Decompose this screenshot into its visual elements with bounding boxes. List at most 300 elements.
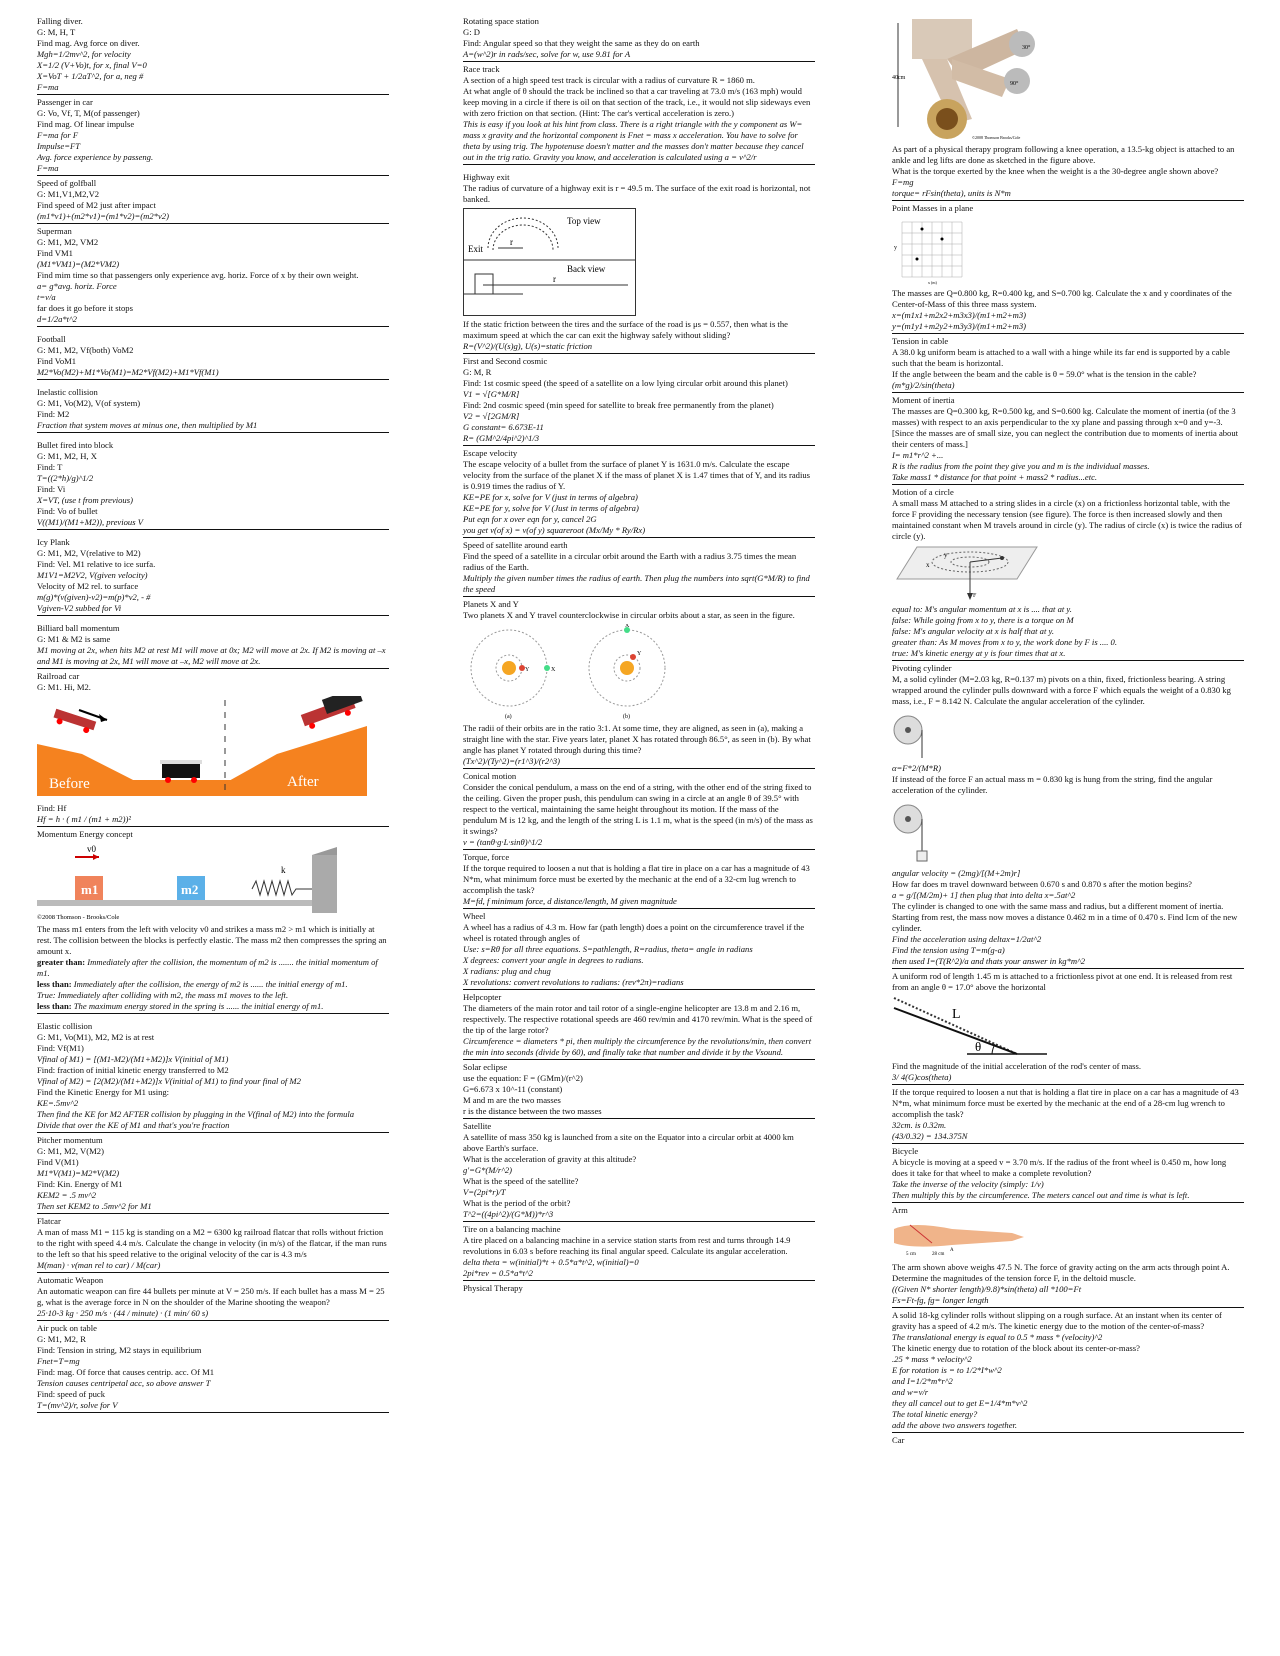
note-line: Find mag. Avg force on diver. (37, 38, 140, 48)
note-line: Then set KEM2 to .5mv^2 for M1 (37, 1201, 152, 1211)
arm-figure (892, 1219, 1032, 1259)
note-line: If the static friction between the tires and the surface of the road is μs = 0.557, then what is the maximum speed at which the car can exit the highway safely without sliding? (463, 319, 788, 340)
m2-label: m2 (181, 882, 199, 897)
note-line: G: M1, M2, Vf(both) VoM2 (37, 345, 134, 355)
note-line: Multiply the given number times the radius of earth. Then plug the numbers into sqrt(G*M/R) to find the speed (463, 573, 810, 594)
note-line: Then find the KE for M2 AFTER collision by plugging in the V(final of M2) into the formula (37, 1109, 355, 1119)
pivot-cylinder-figure (892, 710, 932, 760)
note-line: Speed of satellite around earth (463, 540, 568, 550)
note-line: Find speed of M2 just after impact (37, 200, 156, 210)
note-line: Find: mag. Of force that causes centrip. acc. Of M1 (37, 1367, 215, 1377)
planets-orbit-figure (463, 624, 703, 720)
note-section (892, 1086, 1244, 1144)
note-line: use the equation: F = (GMm)/(r^2) (463, 1073, 583, 1083)
note-line: This is easy if you look at his hint from class. There is a right triangle with the y component as W= mass x gravity and the horizontal component is Fnet = mass x acceleration. You have to solve for theta by using trig. The hypotenuse doesn't matter and the masses don't matter because they cancel out in the trig ratio. Gravity you know, and acceleration is calculated using a = v^2/r (463, 119, 804, 162)
note-line: 25·10-3 kg · 250 m/s · (44 / minute) · (1 min/ 60 s) (37, 1308, 209, 1318)
note-line: Fnet=T=mg (37, 1356, 80, 1366)
note-line: Tension causes centripetal acc, so above answer T (37, 1378, 211, 1388)
note-line: Torque, force (463, 852, 510, 862)
note-line: delta theta = w(initial)*t + 0.5*a*t^2, w(initial)=0 (463, 1257, 639, 1267)
arm-dim-b: 28 cm (932, 1252, 945, 1257)
note-line: angular velocity = (2mg)/[(M+2m)r] (892, 868, 1021, 878)
note-line: Find VM1 (37, 248, 73, 258)
note-line: Planets X and Y (463, 599, 519, 609)
note-line: G: M1, M2, H, X (37, 451, 97, 461)
note-line: F=mg (892, 177, 914, 187)
note-line: greater than: Immediately after the collision, the momentum of m2 is ....... the initial momentum of m1. (37, 957, 378, 978)
note-line: A man of mass M1 = 115 kg is standing on a M2 = 6300 kg railroad flatcar that rolls without friction to the right with speed 4.4 m/s. Calculate the change in velocity (in m/s) of the flatcar, if the man runs to the left so that his speed relative to the original velocity of the car is 4.3 m/s (37, 1227, 387, 1259)
note-section (37, 439, 389, 530)
k-label: k (281, 865, 286, 875)
exit-label: Exit (468, 244, 483, 254)
note-line: Find V(M1) (37, 1157, 79, 1167)
note-line: Find: T (37, 462, 63, 472)
figure-copyright: ©2008 Thomson Brooks/Cole (972, 135, 1021, 140)
note-line: M, a solid cylinder (M=2.03 kg, R=0.137 m) pivots on a thin, fixed, frictionless bearing. A string wrapped around the cylinder pulls downward with a force F which equals the weight of a 0.830 kg mass, i.e., F = 8.142 N. Calculate the angular acceleration of the cylinder. (892, 674, 1231, 706)
column-left (37, 15, 389, 1414)
note-line: Find: Angular speed so that they weight the same as they do on earth (463, 38, 700, 48)
note-line: false: M's angular velocity at x is half that at y. (892, 626, 1054, 636)
note-line: V1 = √[G*M/R] (463, 389, 520, 399)
note-line: m(g)*(v(given)-v2)=m(p)*v2, - # (37, 592, 151, 602)
note-line: Find the Kinetic Energy for M1 using: (37, 1087, 170, 1097)
note-line: false: While going from x to y, there is a torque on M (892, 615, 1074, 625)
note-line: G: M, H, T (37, 27, 76, 37)
note-line: M and m are the two masses (463, 1095, 561, 1105)
note-line: F=ma (37, 82, 59, 92)
note-line: V2 = √[2GM/R] (463, 411, 520, 421)
note-line: A=(w^2)r in rads/sec, solve for w, use 9.81 for A (463, 49, 631, 59)
note-line: Hf = h · ( m1 / (m1 + m2))² (37, 814, 131, 824)
planet-x-label-a: X (551, 667, 556, 673)
note-section (892, 1204, 1244, 1308)
note-line: 3/ 4(G)cos(theta) (892, 1072, 952, 1082)
m1-label: m1 (81, 882, 99, 897)
note-line: X=1/2 (V+Vo)t, for x, final V=0 (37, 60, 147, 70)
note-section (37, 536, 389, 616)
note-line: The radii of their orbits are in the ratio 3:1. At some time, they are aligned, as seen in (a), making a straight line with the star. Five years later, planet X has rotated through 86.5°, as seen in (b). By what angle has planet Y rotated through during this time? (463, 723, 811, 755)
note-line: Falling diver. (37, 16, 83, 26)
note-line: The diameters of the main rotor and tail rotor of a single-engine helicopter are 13.8 m and 2.16 m, respectively. The respective rotational speeds are 460 rev/min and 4170 rev/min. What is the speed of the tip of the large rotor? (463, 1003, 813, 1035)
note-section (37, 15, 389, 95)
note-line: The escape velocity of a bullet from the surface of planet Y is 1631.0 m/s. Calculate the escape velocity from the surface of the planet X if the mass of planet X is 1.47 times that of Y, and its radius is 0.919 times the radius of Y. (463, 459, 811, 491)
note-line: Vgiven-V2 subbed for Vi (37, 603, 122, 613)
note-line: Tension in cable (892, 336, 949, 346)
angle-90-label: 90° (1010, 81, 1019, 87)
railroad-car-figure (37, 696, 367, 800)
note-line: (m*g)/2/sin(theta) (892, 380, 955, 390)
note-line: Find: Vel. M1 relative to ice surfa. (37, 559, 156, 569)
note-line: Billiard ball momentum (37, 623, 120, 633)
note-line: Vfinal of M2) = [2(M2)/(M1+M2)]x V(initial of M1) to find your final of M2 (37, 1076, 301, 1086)
note-line: 32cm. is 0.32m. (892, 1120, 947, 1130)
note-line: Superman (37, 226, 72, 236)
note-line: T=((2*h)/g)^1/2 (37, 473, 94, 483)
note-line: A wheel has a radius of 4.3 m. How far (path length) does a point on the circumference travel if the wheel is rotated through angles of (463, 922, 805, 943)
note-line: y=(m1y1+m2y2+m3y3)/(m1+m2+m3) (892, 321, 1026, 331)
planet-x-label-b: X (625, 624, 630, 629)
note-line: G: M1 & M2 is same (37, 634, 111, 644)
note-line: The masses are Q=0.800 kg, R=0.400 kg, and S=0.700 kg. Calculate the x and y coordinates of the Center-of-Mass of this three mass system. (892, 288, 1232, 309)
note-line: If the torque required to loosen a nut that is holding a flat tire in place on a car has a magnitude of 43 N*m, what minimum force must be exerted by the mechanic at the end of a 28-cm lug wrench to accomplish the task? (892, 1087, 1239, 1119)
knee-leg-lift-figure (892, 19, 1042, 141)
note-line: If instead of the force F an actual mass m = 0.830 kg is hung from the string, find the angular acceleration of the cylinder. (892, 774, 1213, 795)
note-line: Find: fraction of initial kinetic energy transferred to M2 (37, 1065, 229, 1075)
note-line: Point Masses in a plane (892, 203, 974, 213)
rod-pivot-figure (892, 996, 1052, 1058)
note-line: Find: Kin. Energy of M1 (37, 1179, 123, 1189)
note-line: Find: Vf(M1) (37, 1043, 84, 1053)
note-line: M1 moving at 2x, when hits M2 at rest M1 will move at 0x; M2 will move at 2x. If M2 is moving at –x and M1 is moving at 2x, M1 will move at –x, M2 will move at 2x. (37, 645, 386, 666)
note-line: Find: speed of puck (37, 1389, 106, 1399)
note-line: Find: M2 (37, 409, 70, 419)
note-line: If the torque required to loosen a nut that is holding a flat tire in place on a car has a magnitude of 43 N*m, what minimum force must be exerted by the mechanic at the end of a 32-cm lug wrench to accomplish the task? (463, 863, 810, 895)
note-section (37, 1134, 389, 1214)
note-line: As part of a physical therapy program following a knee operation, a 13.5-kg object is attached to an ankle and leg lifts are done as sketched in the figure above. (892, 144, 1235, 165)
note-line: far does it go before it stops (37, 303, 133, 313)
note-line: you get v(of x) = v(of y) squareroot (Mx/My * Ry/Rx) (463, 525, 646, 535)
note-line: Find the tension using T=m(g-a) (892, 945, 1005, 955)
r-label-top: r (510, 237, 513, 247)
note-section (892, 1309, 1244, 1433)
note-line: Mgh=1/2mv^2, for velocity (37, 49, 131, 59)
note-line: M=fd, f minimum force, d distance/length, M given magnitude (463, 896, 677, 906)
note-line: T=(mv^2)/r, solve for V (37, 1400, 118, 1410)
note-line: X degrees: convert your angle in degrees to radians. (463, 955, 644, 965)
v0-label: v0 (87, 844, 96, 854)
note-line: Fraction that system moves at minus one, then multiplied by M1 (37, 420, 258, 430)
note-line: Find: Tension in string, M2 stays in equilibrium (37, 1345, 202, 1355)
note-line: What is the torque exerted by the knee when the weight is a the 30-degree angle shown above? (892, 166, 1219, 176)
note-line: Vfinal of M1) = [(M1-M2)/(M1+M2)]x V(initial of M1) (37, 1054, 229, 1064)
note-line: X=VoT + 1/2aT^2, for a, neg # (37, 71, 144, 81)
note-line: Football (37, 334, 66, 344)
circle-x-label: x (926, 561, 930, 569)
horizontal-table-figure (892, 545, 1042, 601)
note-section (37, 670, 389, 827)
highway-exit-figure (463, 208, 638, 316)
note-line: V=(2pi*r)/T (463, 1187, 506, 1197)
note-line: Use: s=Rθ for all three equations. S=pathlength, R=radius, theta= angle in radians (463, 944, 753, 954)
note-line: The kinetic energy due to rotation of the block about its center-or-mass? (892, 1343, 1140, 1353)
note-section (463, 63, 815, 165)
note-section (463, 1061, 815, 1119)
arm-dim-a: 5 cm (906, 1252, 916, 1257)
note-line: G: M, R (463, 367, 492, 377)
note-line: Wheel (463, 911, 486, 921)
note-section (892, 202, 1244, 334)
note-line: Find mim time so that passengers only experience avg. horiz. Force of x by their own weight. (37, 270, 359, 280)
note-line: Impulse=FT (37, 141, 81, 151)
note-section (892, 662, 1244, 969)
note-line: The masses are Q=0.300 kg, R=0.500 kg, and S=0.600 kg. Calculate the moment of inertia (of the 3 masses) with respect to an axis perpendicular to the xy plane and passing through x=0 and y=-3. [Since the masses are of small size, you can neglect the contribution due to moments of inertia about their centers of mass.] (892, 406, 1239, 449)
note-line: G: M1, M2, V(relative to M2) (37, 548, 141, 558)
note-line: Find: 1st cosmic speed (the speed of a satellite on a low lying circular orbit around this planet) (463, 378, 788, 388)
note-line: R= (GM^2/4pi^2)^1/3 (463, 433, 540, 443)
note-section (37, 1020, 389, 1133)
note-line: Find the speed of a satellite in a circular orbit around the Earth with a radius 3.75 times the mean radius of the Earth. (463, 551, 797, 572)
note-line: Bullet fired into block (37, 440, 114, 450)
note-line: G=6.673 x 10^-11 (constant) (463, 1084, 563, 1094)
x-axis-label: x (m) (928, 280, 937, 285)
note-line: d=1/2a*t^2 (37, 314, 77, 324)
note-section (37, 1322, 389, 1413)
note-section (463, 770, 815, 850)
note-line: M1*V(M1)=M2*V(M2) (37, 1168, 120, 1178)
note-line: greater than: As M moves from x to y, the work done by F is .... 0. (892, 637, 1117, 647)
note-line: Passenger in car (37, 97, 93, 107)
note-line: Conical motion (463, 771, 517, 781)
note-line: they all cancel out to get E=1/4*m*v^2 (892, 1398, 1028, 1408)
note-line: The cylinder is changed to one with the same mass and radius, but a different moment of inertia. Starting from rest, the mass now moves a distance 0.462 m in a time of 0.470 s. Find Icm of the new cylinder. (892, 901, 1238, 933)
note-line: G: M1. Hi, M2. (37, 682, 91, 692)
note-section (37, 1215, 389, 1273)
note-line: Pitcher momentum (37, 1135, 103, 1145)
caption-b: (b) (623, 714, 630, 720)
caption-a: (a) (505, 714, 512, 720)
note-line: Fs=Ft-fg, fg= longer length (892, 1295, 989, 1305)
note-line: G: Vo, Vf, T, M(of passenger) (37, 108, 140, 118)
note-line: (m1*v1)+(m2*v1)=(m1*v2)=(m2*v2) (37, 211, 169, 221)
note-line: KEM2 = .5 mv^2 (37, 1190, 97, 1200)
note-line: Physical Therapy (463, 1283, 523, 1293)
note-line: G: D (463, 27, 480, 37)
note-section (37, 225, 389, 327)
note-section (37, 828, 389, 1014)
note-line: X revolutions: convert revolutions to radians: (rev*2π)=radians (463, 977, 684, 987)
note-line: Find: Hf (37, 803, 67, 813)
fig-before-label: Before (49, 776, 90, 792)
note-section (463, 1223, 815, 1281)
planet-y-label-a: Y (525, 667, 530, 673)
note-section (463, 355, 815, 446)
note-line: R is the radius from the point they give you and m is the individual masses. (892, 461, 1150, 471)
note-line: Momentum Energy concept (37, 829, 133, 839)
note-line: KE=PE for x, solve for V (just in terms of algebra) (463, 492, 638, 502)
note-line: Pivoting cylinder (892, 663, 952, 673)
note-line: A 38.0 kg uniform beam is attached to a wall with a hinge while its far end is supported by a cable such that the beam is horizontal. (892, 347, 1230, 368)
note-line: r is the distance between the two masses (463, 1106, 602, 1116)
note-section (463, 171, 815, 354)
note-line: The total kinetic energy? (892, 1409, 978, 1419)
note-line: F=ma (37, 163, 59, 173)
note-line: Railroad car (37, 671, 80, 681)
note-line: t=v/a (37, 292, 56, 302)
note-line: Two planets X and Y travel counterclockwise in circular orbits about a star, as seen in the figure. (463, 610, 795, 620)
column-middle (463, 15, 815, 1296)
note-line: How far does m travel downward between 0.670 s and 0.870 s after the motion begins? (892, 879, 1192, 889)
note-line: Highway exit (463, 172, 510, 182)
note-line: M1V1=M2V2, V(given velocity) (37, 570, 148, 580)
note-section (37, 1274, 389, 1321)
note-line: G constant= 6.673E-11 (463, 422, 544, 432)
note-line: G: M1, M2, V(M2) (37, 1146, 104, 1156)
note-line: I= m1*r^2 +... (892, 450, 944, 460)
note-line: Find the magnitude of the initial acceleration of the rod's center of mass. (892, 1061, 1142, 1071)
note-section (463, 991, 815, 1060)
note-line: A section of a high speed test track is circular with a radius of curvature R = 1860 m. (463, 75, 755, 85)
note-line: Find: Vi (37, 484, 66, 494)
note-line: If the angle between the beam and the cable is θ = 59.0° what is the tension in the cable? (892, 369, 1197, 379)
note-section (37, 177, 389, 224)
note-line: true: M's kinetic energy at y is four times that at x. (892, 648, 1066, 658)
momentum-spring-figure (37, 843, 377, 921)
note-line: Find mag. Of linear impulse (37, 119, 135, 129)
note-line: Circumference = diameters * pi, then multiply the circumference by the revolutions/min, then convert the min into seconds (divide by 60), and finally take that number and divide it by the Vsound. (463, 1036, 812, 1057)
note-line: First and Second cosmic (463, 356, 548, 366)
note-section (892, 486, 1244, 661)
note-line: G: M1, Vo(M1), M2, M2 is at rest (37, 1032, 155, 1042)
note-line: Flatcar (37, 1216, 61, 1226)
note-line: X=VT, (use t from previous) (37, 495, 133, 505)
note-line: Icy Plank (37, 537, 70, 547)
note-line: less than: Immediately after the collision, the energy of m2 is ...... the initial energy of m1. (37, 979, 348, 989)
note-line: Tire on a balancing machine (463, 1224, 561, 1234)
planet-y-label-b: Y (637, 651, 642, 657)
note-line: Satellite (463, 1121, 492, 1131)
angle-30-label: 30° (1022, 45, 1031, 51)
rod-length-label: L (952, 1007, 961, 1022)
figure-copyright: ©2008 Thomson - Brooks/Cole (37, 914, 120, 921)
note-line: Bicycle (892, 1146, 919, 1156)
note-line: a= g*avg. horiz. Force (37, 281, 117, 291)
note-line: A satellite of mass 350 kg is launched from a site on the Equator into a circular orbit at 4000 km above Earth's surface. (463, 1132, 794, 1153)
note-line: A small mass M attached to a string slides in a circle (x) on a frictionless horizontal table, with the force F providing the necessary tension (see figure). The force is then increased slowly and then maintained constant when M travels around in circle (y). The radius of circle (x) is twice the radius of circle (y). (892, 498, 1242, 541)
note-line: Escape velocity (463, 448, 518, 458)
note-line: V((M1)/(M1+M2)), previous V (37, 517, 143, 527)
note-line: Race track (463, 64, 500, 74)
note-section (892, 1434, 1244, 1447)
note-line: (Tx^2)/(Ty^2)=(r1^3)/(r2^3) (463, 756, 560, 766)
note-line: KE=PE for y, solve for V (Just in terms of algebra) (463, 503, 639, 513)
note-line: A tire placed on a balancing machine in a service station starts from rest and turns through 14.9 revolutions in 6.03 s before reaching its final angular speed. Calculate its angular acceleration. (463, 1235, 791, 1256)
note-line: G: M1, Vo(M2), V(of system) (37, 398, 141, 408)
note-section (463, 598, 815, 769)
note-line: Motion of a circle (892, 487, 954, 497)
note-line: A solid 18-kg cylinder rolls without slipping on a rough surface. At an instant when its center of gravity has a speed of 4.2 m/s. The kinetic energy due to the motion of the center-of-mass? (892, 1310, 1222, 1331)
note-line: What is the speed of the satellite? (463, 1176, 579, 1186)
note-line: Elastic collision (37, 1021, 93, 1031)
note-line: a = g/[(M/2m)+ 1] then plug that into delta x=.5at^2 (892, 890, 1076, 900)
note-section (37, 386, 389, 433)
note-line: Consider the conical pendulum, a mass on the end of a string, with the other end of the string fixed to the ceiling. Given the proper push, this pendulum can swing in a circle at an angle θ of 39.5° with respect to the vertical, maintaining the same height throughout its motion. If the mass of the pendulum M is 12 kg, and the length of the string L is 1.1 m, what is the speed (in m/s) of the mass as it swings? (463, 782, 813, 836)
note-line: Air puck on table (37, 1323, 97, 1333)
fig-after-label: After (287, 774, 319, 790)
note-line: T^2=((4pi^2)/(G*M))*r^3 (463, 1209, 554, 1219)
point-masses-grid (892, 217, 972, 285)
note-line: Avg. force experience by passeng. (37, 152, 154, 162)
note-section (463, 447, 815, 538)
note-line: g'=G*(M/r^2) (463, 1165, 512, 1175)
note-section (463, 851, 815, 909)
note-line: What is the acceleration of gravity at this altitude? (463, 1154, 637, 1164)
back-view-label: Back view (567, 264, 606, 274)
note-line: E for rotation is = to 1/2*I*w^2 (892, 1365, 1002, 1375)
note-line: Helpcopter (463, 992, 502, 1002)
note-line: torque= rFsin(theta), units is N*m (892, 188, 1011, 198)
note-section (892, 394, 1244, 485)
note-line: and w=v/r (892, 1387, 929, 1397)
note-line: Take mass1 * distance for that point + mass2 * radius...etc. (892, 472, 1098, 482)
arm-point-a: A (950, 1248, 954, 1253)
note-line: Divide that over the KE of M1 and that's you're fraction (37, 1120, 230, 1130)
theta-label: θ (975, 1039, 982, 1054)
note-line: Find: Vo of bullet (37, 506, 98, 516)
note-line: What is the period of the orbit? (463, 1198, 571, 1208)
note-line: Find: 2nd cosmic speed (min speed for satellite to break free permanently from the planet) (463, 400, 774, 410)
note-line: α=F*2/(M*R) (892, 763, 941, 773)
note-section (463, 15, 815, 62)
note-line: (M1*VM1)=(M2*VM2) (37, 259, 120, 269)
note-line: Rotating space station (463, 16, 539, 26)
note-line: The radius of curvature of a highway exit is r = 49.5 m. The surface of the exit road is horizontal, not banked. (463, 183, 811, 204)
note-line: equal to: M's angular momentum at x is .... that at y. (892, 604, 1072, 614)
column-right (892, 15, 1244, 1448)
note-section (463, 1282, 815, 1295)
note-line: Velocity of M2 rel. to surface (37, 581, 139, 591)
note-line: Automatic Weapon (37, 1275, 104, 1285)
note-line: G: M1, M2, R (37, 1334, 86, 1344)
note-section (37, 96, 389, 176)
y-axis-label: y (894, 245, 897, 251)
note-line: G: M1,V1,M2,V2 (37, 189, 100, 199)
r-label-back: r (553, 274, 556, 284)
note-line: Speed of golfball (37, 178, 97, 188)
note-line: 2pi*rev = 0.5*a*t^2 (463, 1268, 533, 1278)
note-line: Moment of inertia (892, 395, 955, 405)
note-section (463, 1120, 815, 1222)
note-line: A bicycle is moving at a speed v = 3.70 m/s. If the radius of the front wheel is 0.450 m, how long does it take for that wheel to make a complete revolution? (892, 1157, 1227, 1178)
pivot-cylinder-mass-figure (892, 799, 932, 865)
note-line: then used I=(T(R^2)/a and thats your answer in kg*m^2 (892, 956, 1086, 966)
note-line: less than: The maximum energy stored in the spring is ...... the initial energy of m1. (37, 1001, 324, 1011)
note-section (892, 15, 1244, 201)
note-line: True: Immediately after colliding with m2, the mass m1 moves to the left. (37, 990, 289, 1000)
note-line: A uniform rod of length 1.45 m is attached to a frictionless pivot at one end. It is released from rest from an angle θ = 17.0° above the horizontal (892, 971, 1233, 992)
note-line: The translational energy is equal to 0.5 * mass * (velocity)^2 (892, 1332, 1103, 1342)
note-line: R=(V^2)/(U(s)g), U(s)=static friction (463, 341, 593, 351)
note-line: M2*Vo(M2)+M1*Vo(M1)=M2*Vf(M2)+M1*Vf(M1) (37, 367, 219, 377)
top-view-label: Top view (567, 216, 601, 226)
note-line: ((Given N* shorter length)/9.8)*sin(theta) all *100=Ft (892, 1284, 1082, 1294)
note-line: add the above two answers together. (892, 1420, 1018, 1430)
note-line: Take the inverse of the velocity (simply: 1/v) (892, 1179, 1044, 1189)
note-line: G: M1, M2, VM2 (37, 237, 99, 247)
note-line: The mass m1 enters from the left with velocity v0 and strikes a mass m2 > m1 which is initially at rest. The collision between the blocks is perfectly elastic. The mass m2 then compresses the spring an amount x. (37, 924, 387, 956)
note-line: x=(m1x1+m2x2+m3x3)/(m1+m2+m3) (892, 310, 1026, 320)
note-line: and I=1/2*m*r^2 (892, 1376, 953, 1386)
note-line: Find the acceleration using deltax=1/2at^2 (892, 934, 1042, 944)
note-line: Solar eclipse (463, 1062, 508, 1072)
note-section (37, 333, 389, 380)
note-line: KE=.5mv^2 (37, 1098, 79, 1108)
note-line: An automatic weapon can fire 44 bullets per minute at V = 250 m/s. If each bullet has a mass M = 25 g, what is the average force in N on the shoulder of the Marine shooting the weapon? (37, 1286, 385, 1307)
note-line: The arm shown above weighs 47.5 N. The force of gravity acting on the arm acts through point A. Determine the magnitudes of the tension force F, in the deltoid muscle. (892, 1262, 1230, 1283)
height-label: 40cm (892, 75, 906, 81)
note-line: Inelastic collision (37, 387, 98, 397)
note-line: Then multiply this by the circumference. The meters cancel out and time is what is left. (892, 1190, 1190, 1200)
note-section (892, 335, 1244, 393)
note-section (463, 910, 815, 990)
note-section (892, 1145, 1244, 1203)
note-line: Put eqn for x over eqn for y, cancel 2G (463, 514, 597, 524)
note-section (463, 539, 815, 597)
note-line: F=ma for F (37, 130, 79, 140)
note-line: (43/0.32) = 134.375N (892, 1131, 968, 1141)
note-line: X radians: plug and chug (463, 966, 551, 976)
note-line: Car (892, 1435, 905, 1445)
note-section (892, 970, 1244, 1085)
